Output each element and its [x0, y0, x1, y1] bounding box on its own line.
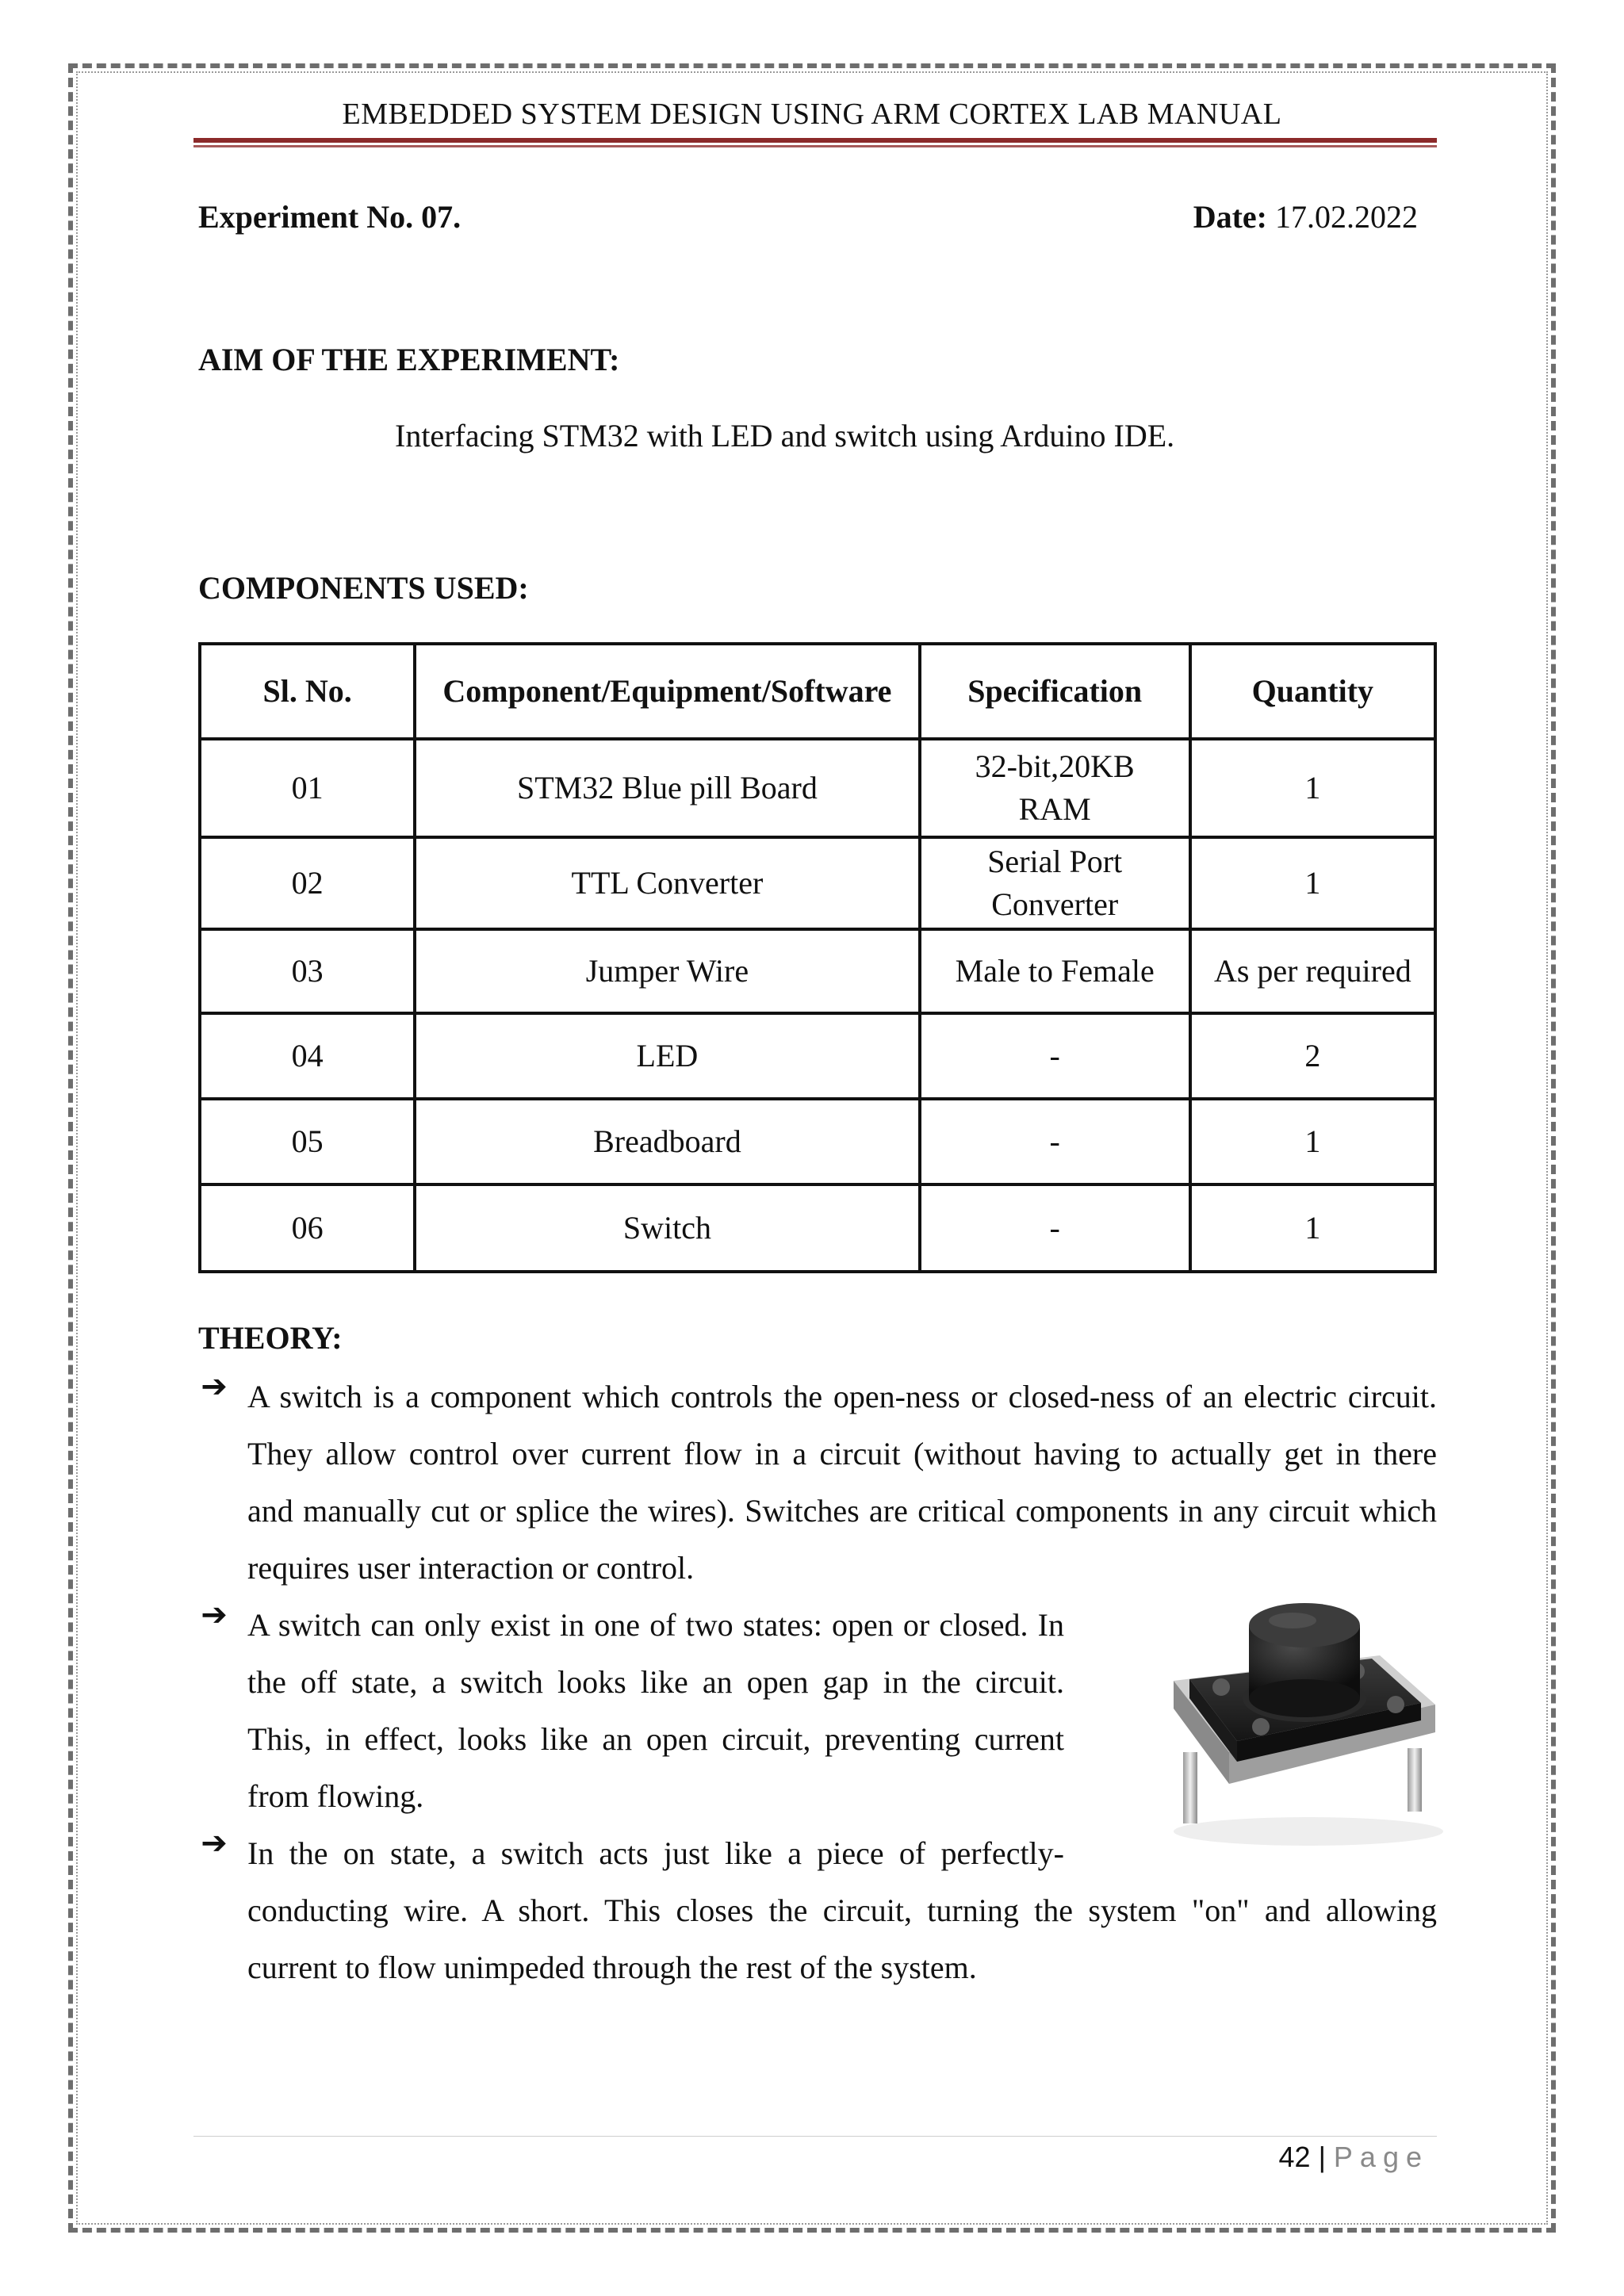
cell-sl-no: 06	[200, 1184, 415, 1272]
date-value: 17.02.2022	[1275, 199, 1418, 235]
cell-quantity: 1	[1190, 739, 1435, 837]
text-line: requires user interaction or control.	[247, 1550, 695, 1586]
text-line: A switch can only exist in one of two states: open or closed. In	[247, 1607, 1064, 1643]
experiment-number: Experiment No. 07.	[198, 199, 462, 235]
cell-quantity: 1	[1190, 837, 1435, 929]
date-label: Date:	[1193, 199, 1267, 235]
column-header-sl-no: Sl. No.	[200, 644, 415, 739]
table-row	[200, 1184, 1435, 1272]
cell-sl-no: 01	[200, 739, 415, 837]
arrow-bullet-icon: ➔	[201, 1825, 228, 1862]
cell-specification	[920, 837, 1190, 929]
components-table	[198, 642, 1437, 1273]
aim-heading: AIM OF THE EXPERIMENT:	[198, 342, 620, 377]
column-header-specification: Specification	[920, 644, 1190, 739]
table-row	[200, 1099, 1435, 1184]
text-line: In the on state, a switch acts just like a piece of perfectly-	[247, 1835, 1064, 1871]
cell-component: STM32 Blue pill Board	[415, 739, 920, 837]
text-line: from flowing.	[247, 1778, 424, 1814]
aim-text: Interfacing STM32 with LED and switch using Arduino IDE.	[395, 418, 1175, 453]
cell-component: Switch	[415, 1184, 920, 1272]
experiment-date	[1193, 198, 1418, 235]
page-footer	[1279, 2141, 1429, 2174]
cell-sl-no: 04	[200, 1013, 415, 1099]
page-number: 42	[1278, 2141, 1311, 2173]
cell-component: Jumper Wire	[415, 929, 920, 1013]
column-header-quantity: Quantity	[1190, 644, 1435, 739]
push-button-switch-image	[1142, 1594, 1459, 1855]
theory-paragraph-2	[247, 1597, 1064, 1825]
cell-sl-no: 05	[200, 1099, 415, 1184]
cell-sl-no: 03	[200, 929, 415, 1013]
spec-line-2: RAM	[1018, 791, 1091, 827]
text-line: They allow control over current flow in a circuit (without having to actually get in there	[247, 1436, 1437, 1471]
cell-specification: Male to Female	[920, 929, 1190, 1013]
page-separator: |	[1318, 2141, 1326, 2173]
text-line: and manually cut or splice the wires). Switches are critical components in any circuit which	[247, 1493, 1437, 1529]
footer-rule	[193, 2136, 1437, 2137]
table-row	[200, 929, 1435, 1013]
text-line: the off state, a switch looks like an open gap in the circuit.	[247, 1664, 1064, 1700]
cell-quantity: 1	[1190, 1099, 1435, 1184]
cell-quantity: 2	[1190, 1013, 1435, 1099]
text-line: conducting wire. A short. This closes the circuit, turning the system "on" and allowing	[247, 1892, 1437, 1928]
header-rule	[193, 138, 1437, 143]
column-header-component: Component/Equipment/Software	[415, 644, 920, 739]
theory-paragraph-3-rest	[247, 1882, 1437, 1996]
components-heading: COMPONENTS USED:	[198, 570, 529, 606]
cell-component: TTL Converter	[415, 837, 920, 929]
cell-component: LED	[415, 1013, 920, 1099]
table-row	[200, 739, 1435, 837]
table-row	[200, 837, 1435, 929]
cell-specification: -	[920, 1013, 1190, 1099]
spec-line-1: 32-bit,20KB	[975, 748, 1135, 784]
text-line: A switch is a component which controls the open-ness or closed-ness of an electric circuit.	[247, 1379, 1437, 1414]
cell-sl-no: 02	[200, 837, 415, 929]
arrow-bullet-icon: ➔	[201, 1597, 228, 1633]
spec-line-2: Converter	[991, 886, 1119, 922]
arrow-bullet-icon: ➔	[201, 1368, 228, 1405]
header-rule-thin	[193, 145, 1437, 147]
cell-specification: -	[920, 1184, 1190, 1272]
spec-line-1: Serial Port	[987, 844, 1123, 879]
cell-component: Breadboard	[415, 1099, 920, 1184]
theory-paragraph-1	[247, 1368, 1437, 1597]
cell-quantity: 1	[1190, 1184, 1435, 1272]
theory-heading: THEORY:	[198, 1320, 343, 1356]
page-word: Page	[1333, 2141, 1429, 2173]
cell-specification: -	[920, 1099, 1190, 1184]
theory-paragraph-3-first-line	[247, 1825, 1064, 1882]
running-header: EMBEDDED SYSTEM DESIGN USING ARM CORTEX LAB MANUAL	[342, 98, 1282, 131]
cell-specification	[920, 739, 1190, 837]
text-line: This, in effect, looks like an open circuit, preventing current	[247, 1721, 1064, 1757]
table-row	[200, 1013, 1435, 1099]
cell-quantity: As per required	[1190, 929, 1435, 1013]
text-line: current to flow unimpeded through the rest of the system.	[247, 1950, 977, 1985]
table-header-row	[200, 644, 1435, 739]
